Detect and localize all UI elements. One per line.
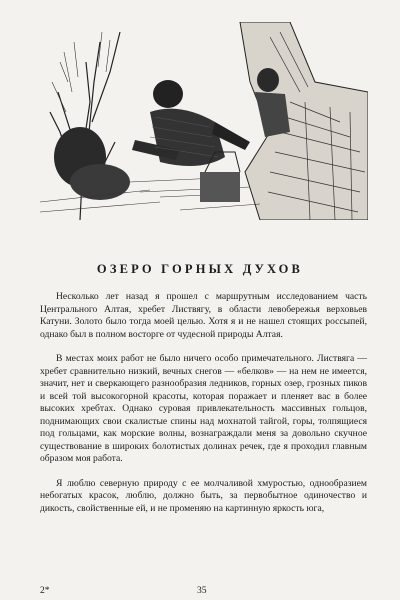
body-text bbox=[40, 291, 367, 527]
page-number: 35 bbox=[197, 585, 207, 596]
paragraph: Я люблю северную природу с ее молчаливой хмуростью, однообразием небогатых красок, люблю, должно быть, за первобытное одиночество и дикость, свойственные ей, и не променяю на картинную яркость юга, bbox=[40, 477, 367, 514]
illustration bbox=[40, 22, 368, 220]
paragraph: Несколько лет назад я прошел с маршрутным исследованием часть Центрального Алтая, хребет Листвягу, в области левобережья верховьев Катуни. Золото было тогда моей целью. Хотя я и не нашел стоящих россыпей, однако был в полном восторге от чудесной природы Алтая. bbox=[40, 291, 367, 340]
paragraph: В местах моих работ не было ничего особо примечательного. Листвяга — хребет сравнительно низкий, вечных снегов — «белков» — на нем не имеется, значит, нет и сверкающего разнообразия ледников, горных озер, грозных пиков и всей той высокогорной красоты, которая поражает и пленяет вас в более высоких хребтах. Однако суровая привлекательность массивных гольцов, поднимающих свои скалистые спины над мохнатой тайгой, горы, толпящиеся под гольцами, как морские волны, вознаграждали меня за довольно скучное существование в широких болотистых долинах речек, где я проходил главным образом моя работа. bbox=[40, 353, 367, 464]
printer-signature: 2* bbox=[40, 585, 50, 596]
chapter-title: ОЗЕРО ГОРНЫХ ДУХОВ bbox=[96, 262, 304, 276]
